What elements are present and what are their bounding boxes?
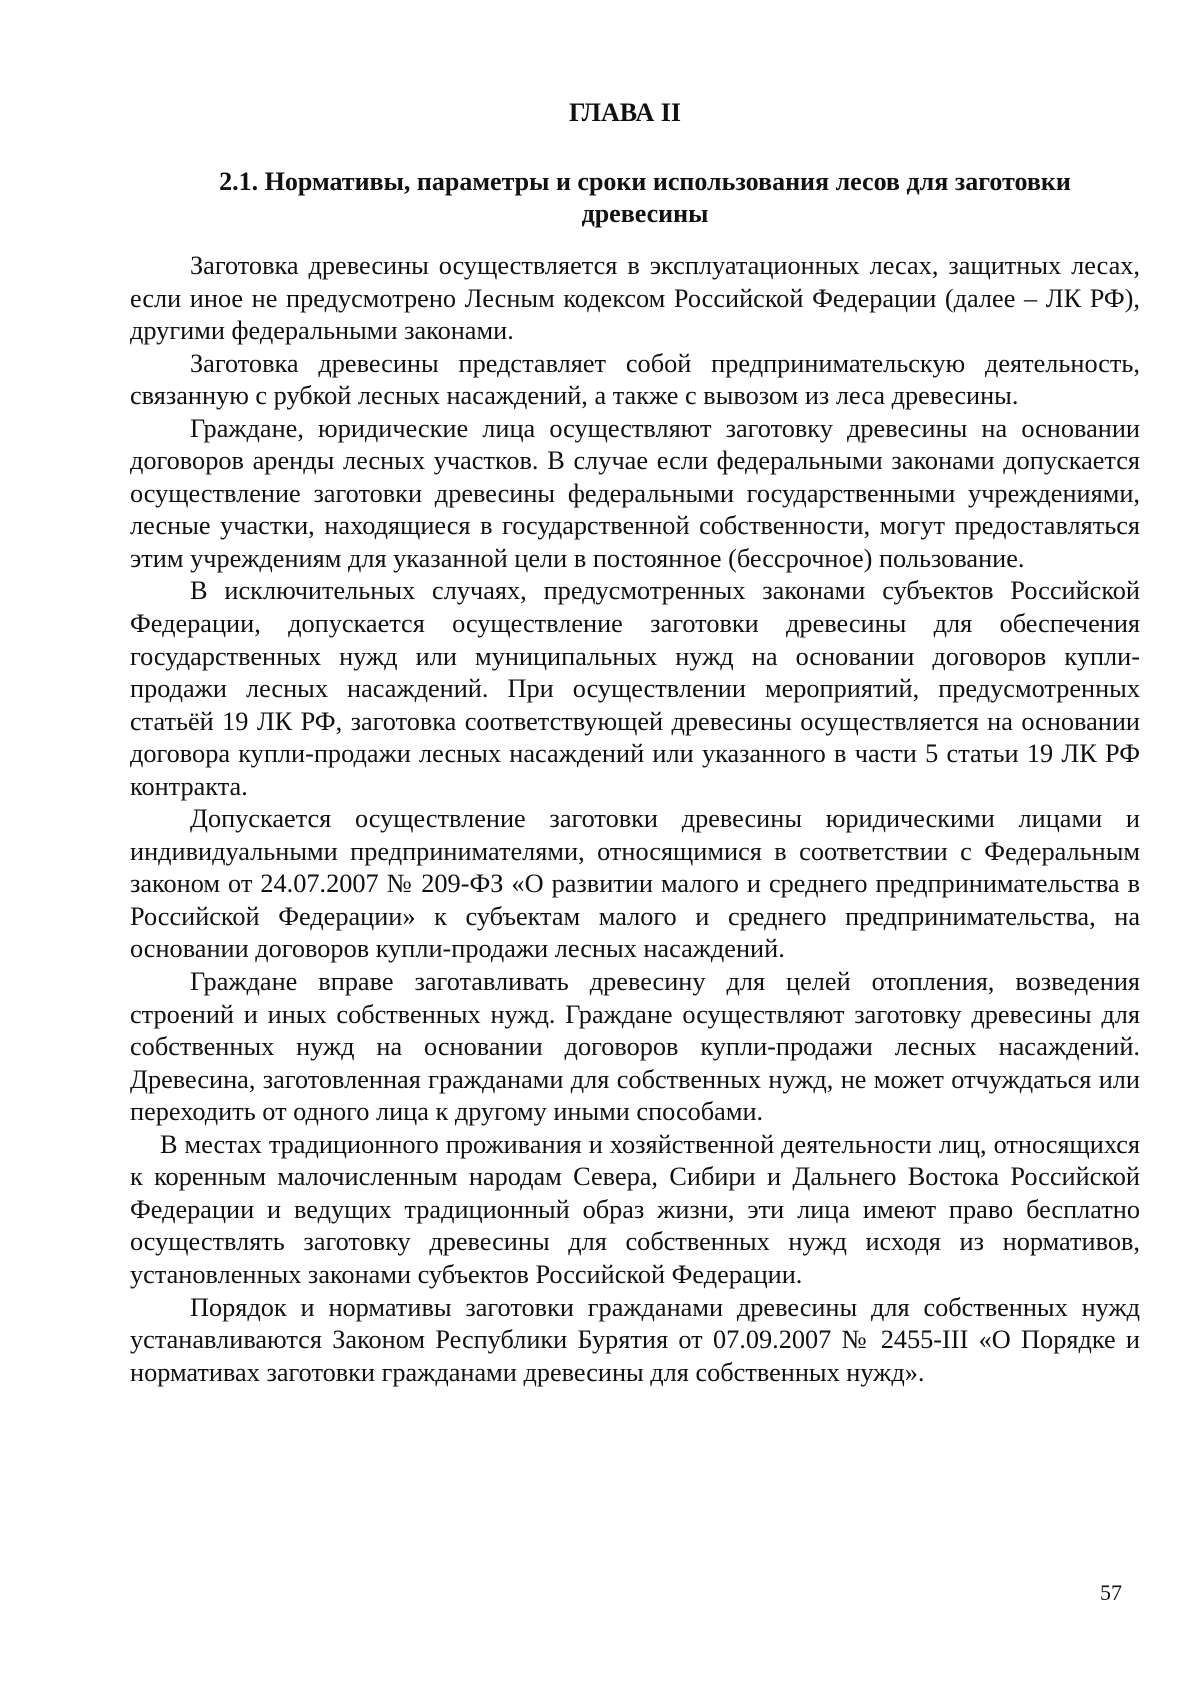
paragraph-8: Порядок и нормативы заготовки гражданами древесины для собственных нужд устанавливаются Законом Республики Бурятия от 07.09.2007 № 2455-III «О Порядке и нормативах заготовки гражданами древесины для собственных нужд».: [130, 1292, 1140, 1387]
section-heading: 2.1. Нормативы, параметры и сроки использования лесов для заготовки древесины: [219, 167, 1071, 228]
paragraph-2: Заготовка древесины представляет собой предпринимательскую деятельность, связанную с рубкой лесных насаждений, а также с вывозом из леса древесины.: [130, 348, 1140, 411]
paragraph-5: Допускается осуществление заготовки древесины юридическими лицами и индивидуальными предпринимателями, относящимися в соответствии с Федеральным законом от 24.07.2007 № 209-ФЗ «О развитии малого и среднего предпринимательства в Российской Федерации» к субъектам малого и среднего предпринимательства, на основании договоров купли-продажи лесных насаждений.: [130, 804, 1140, 964]
paragraph-4: В исключительных случаях, предусмотренных законами субъектов Российской Федерации, допускается осуществление заготовки древесины для обеспечения государственных нужд или муниципальных нужд на основании договоров купли-продажи лесных насаждений. При осуществлении мероприятий, предусмотренных статьёй 19 ЛК РФ, заготовка соответствующей древесины осуществляется на основании договора купли-продажи лесных насаждений или указанного в части 5 статьи 19 ЛК РФ контракта.: [130, 576, 1140, 801]
chapter-heading: ГЛАВА II: [569, 98, 681, 127]
paragraph-3: Граждане, юридические лица осуществляют заготовку древесины на основании договоров аренды лесных участков. В случае если федеральными законами допускается осуществление заготовки древесины федеральными государственными учреждениями, лесные участки, находящиеся в государственной собственности, могут предоставляться этим учреждениям для указанной цели в постоянное (бессрочное) пользование.: [130, 413, 1140, 573]
paragraph-6: Граждане вправе заготавливать древесину для целей отопления, возведения строений и иных собственных нужд. Граждане осуществляют заготовку древесины для собственных нужд на основании договоров купли-продажи лесных насаждений. Древесина, заготовленная гражданами для собственных нужд, не может отчуждаться или переходить от одного лица к другому иными способами.: [130, 967, 1140, 1127]
page-number: 57: [1100, 1580, 1122, 1605]
paragraph-1: Заготовка древесины осуществляется в эксплуатационных лесах, защитных лесах, если иное не предусмотрено Лесным кодексом Российской Федерации (далее – ЛК РФ), другими федеральными законами.: [130, 251, 1140, 346]
body-text: [130, 250, 1140, 1389]
paragraph-7: В местах традиционного проживания и хозяйственной деятельности лиц, относящихся к коренным малочисленным народам Севера, Сибири и Дальнего Востока Российской Федерации и ведущих традиционный образ жизни, эти лица имеют право бесплатно осуществлять заготовку древесины для собственных нужд исходя из нормативов, установленных законами субъектов Российской Федерации.: [130, 1129, 1140, 1289]
